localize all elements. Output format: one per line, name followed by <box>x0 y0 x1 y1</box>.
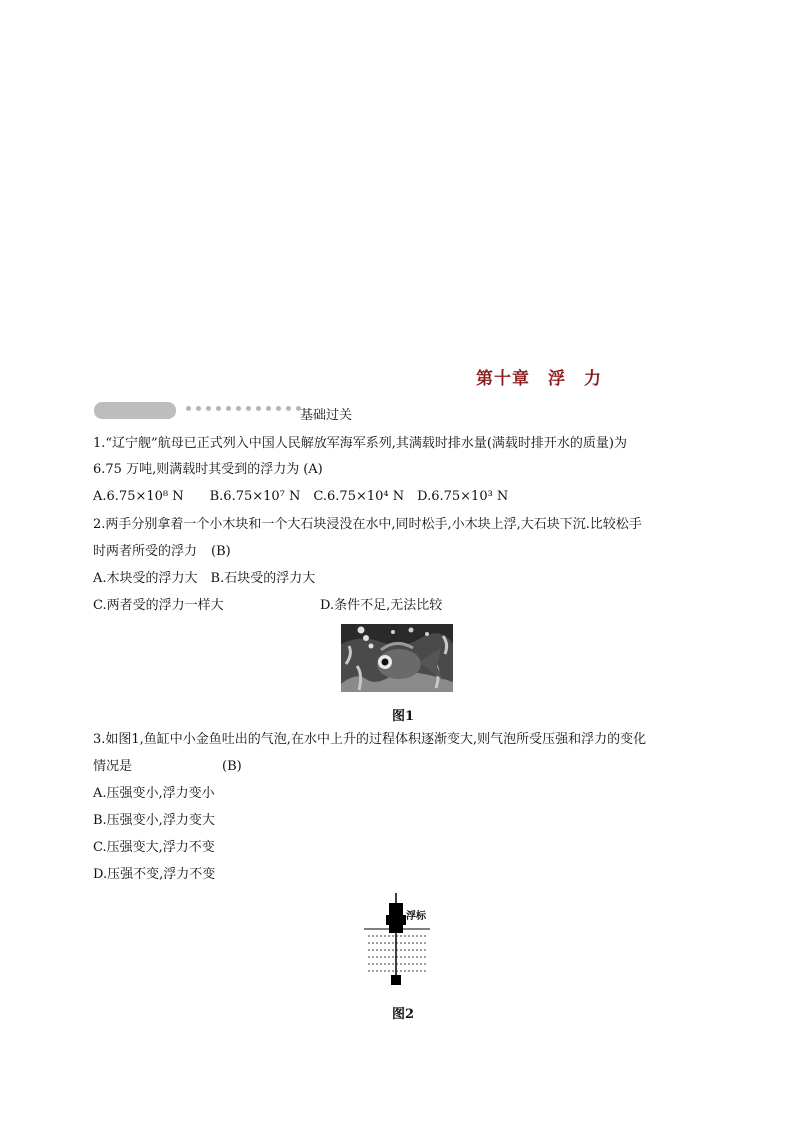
q2-option-d: D.条件不足,无法比较 <box>320 598 443 613</box>
chapter-number: 第十章 <box>476 369 530 389</box>
chapter-title <box>476 364 602 389</box>
q3-stem-line2 <box>93 760 242 773</box>
q2-stem-line2 <box>93 545 231 558</box>
q3-answer: (B) <box>222 759 242 774</box>
q3-option-d: D.压强不变,浮力不变 <box>93 867 216 882</box>
q2-option-c: C.两者受的浮力一样大 <box>93 598 224 613</box>
chapter-name-char-1: 浮 <box>548 369 566 389</box>
q2-options-ab: A.木块受的浮力大 B.石块受的浮力大 <box>93 571 316 586</box>
q1-answer: (A) <box>303 462 323 477</box>
q1-stem-line2 <box>93 463 323 476</box>
section-label: 基础过关 <box>300 408 353 423</box>
q3-option-a: A.压强变小,浮力变小 <box>93 786 215 801</box>
buoy-label: 浮标 <box>406 911 426 922</box>
q3-option-c: C.压强变大,浮力不变 <box>93 840 215 855</box>
q2-stem-text: 时两者所受的浮力 <box>93 544 198 559</box>
q3-option-b: B.压强变小,浮力变大 <box>93 813 215 828</box>
q3-stem-line1: 3.如图1,鱼缸中小金鱼吐出的气泡,在水中上升的过程体积逐渐变大,则气泡所受压强和浮力的变化 <box>93 732 647 747</box>
q1-stem-line1: 1.“辽宁舰”航母已正式列入中国人民解放军海军系列,其满载时排水量(满载时排开水的质量)为 <box>93 436 627 451</box>
section-dots <box>186 406 301 411</box>
fig2-caption: 图2 <box>392 1007 415 1022</box>
q1-options: A.6.75×10⁸ N B.6.75×10⁷ N C.6.75×10⁴ N D.6.75×10³ N <box>93 489 509 504</box>
q2-answer: (B) <box>211 544 231 559</box>
q2-stem-line1: 2.两手分别拿着一个小木块和一个大石块浸没在水中,同时松手,小木块上浮,大石块下沉.比较松手 <box>93 517 642 532</box>
fig1-caption: 图1 <box>392 709 415 724</box>
q3-stem-text: 情况是 <box>93 759 133 774</box>
q1-stem-text: 6.75 万吨,则满载时其受到的浮力为 <box>93 462 300 477</box>
buoy-diagram <box>360 893 440 989</box>
goldfish-photo <box>341 624 453 692</box>
chapter-name-char-2: 力 <box>584 369 602 389</box>
section-bar <box>94 402 176 419</box>
